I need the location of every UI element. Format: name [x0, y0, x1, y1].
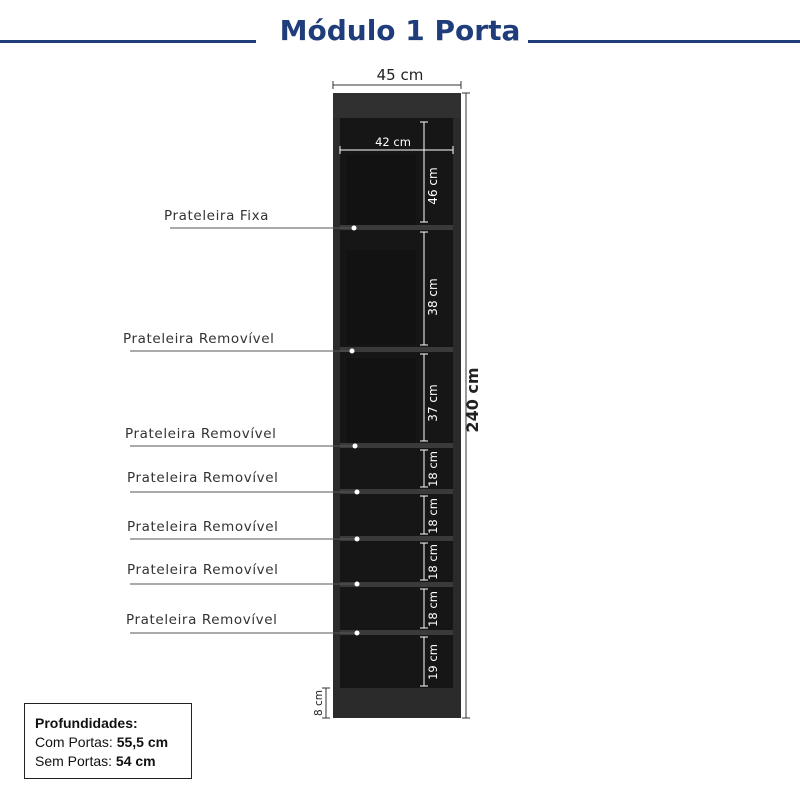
compartment-dim-label: 46 cm: [426, 167, 440, 205]
depth-without-doors-value: 54 cm: [115, 753, 156, 769]
shelf-label: Prateleira Removível: [125, 426, 277, 442]
compartment-dim-label: 18 cm: [426, 451, 440, 487]
cabinet-top: [333, 93, 461, 118]
height-label: 240 cm: [463, 367, 482, 433]
compartment-dim-label: 38 cm: [426, 278, 440, 316]
shelf: [340, 225, 453, 230]
compartment-dim-label: 18 cm: [426, 591, 440, 627]
shelf-leader-dot: [355, 582, 360, 587]
compartment-dim-label: 18 cm: [426, 498, 440, 534]
compartment-dim-label: 19 cm: [426, 644, 440, 680]
depths-info-box: [24, 703, 192, 779]
shelf-label: Prateleira Removível: [127, 470, 279, 486]
depth-with-doors: [35, 733, 191, 752]
shelf-leader-dot: [355, 490, 360, 495]
shelf-leader-dot: [350, 349, 355, 354]
back-panel: [346, 155, 416, 225]
depth-without-doors: [35, 752, 191, 771]
shelf-label: Prateleira Removível: [127, 519, 279, 535]
depth-with-doors-label: Com Portas:: [35, 734, 113, 750]
shelf-leader-dot: [355, 537, 360, 542]
depth-without-doors-label: Sem Portas:: [35, 753, 113, 769]
shelf-label: Prateleira Fixa: [164, 208, 270, 224]
shelf-label: Prateleira Removível: [126, 612, 278, 628]
shelf-leader-dot: [355, 631, 360, 636]
back-panel: [346, 250, 416, 345]
depth-with-doors-value: 55,5 cm: [116, 734, 169, 750]
shelf-label: Prateleira Removível: [123, 331, 275, 347]
depths-heading: Profundidades:: [35, 715, 138, 731]
cabinet-base: [333, 688, 461, 718]
base-dim-label: 8 cm: [313, 689, 325, 717]
back-panel: [346, 358, 416, 443]
compartment-dim-label: 37 cm: [426, 384, 440, 422]
shelf-leader-dot: [353, 444, 358, 449]
shelf-leader-dot: [352, 226, 357, 231]
shelf-label: Prateleira Removível: [127, 562, 279, 578]
outer-width-label: 45 cm: [376, 66, 424, 84]
inner-width-label: 42 cm: [375, 135, 411, 149]
shelf: [340, 347, 453, 352]
compartment-dim-label: 18 cm: [426, 544, 440, 580]
page-title: Módulo 1 Porta: [279, 14, 521, 47]
